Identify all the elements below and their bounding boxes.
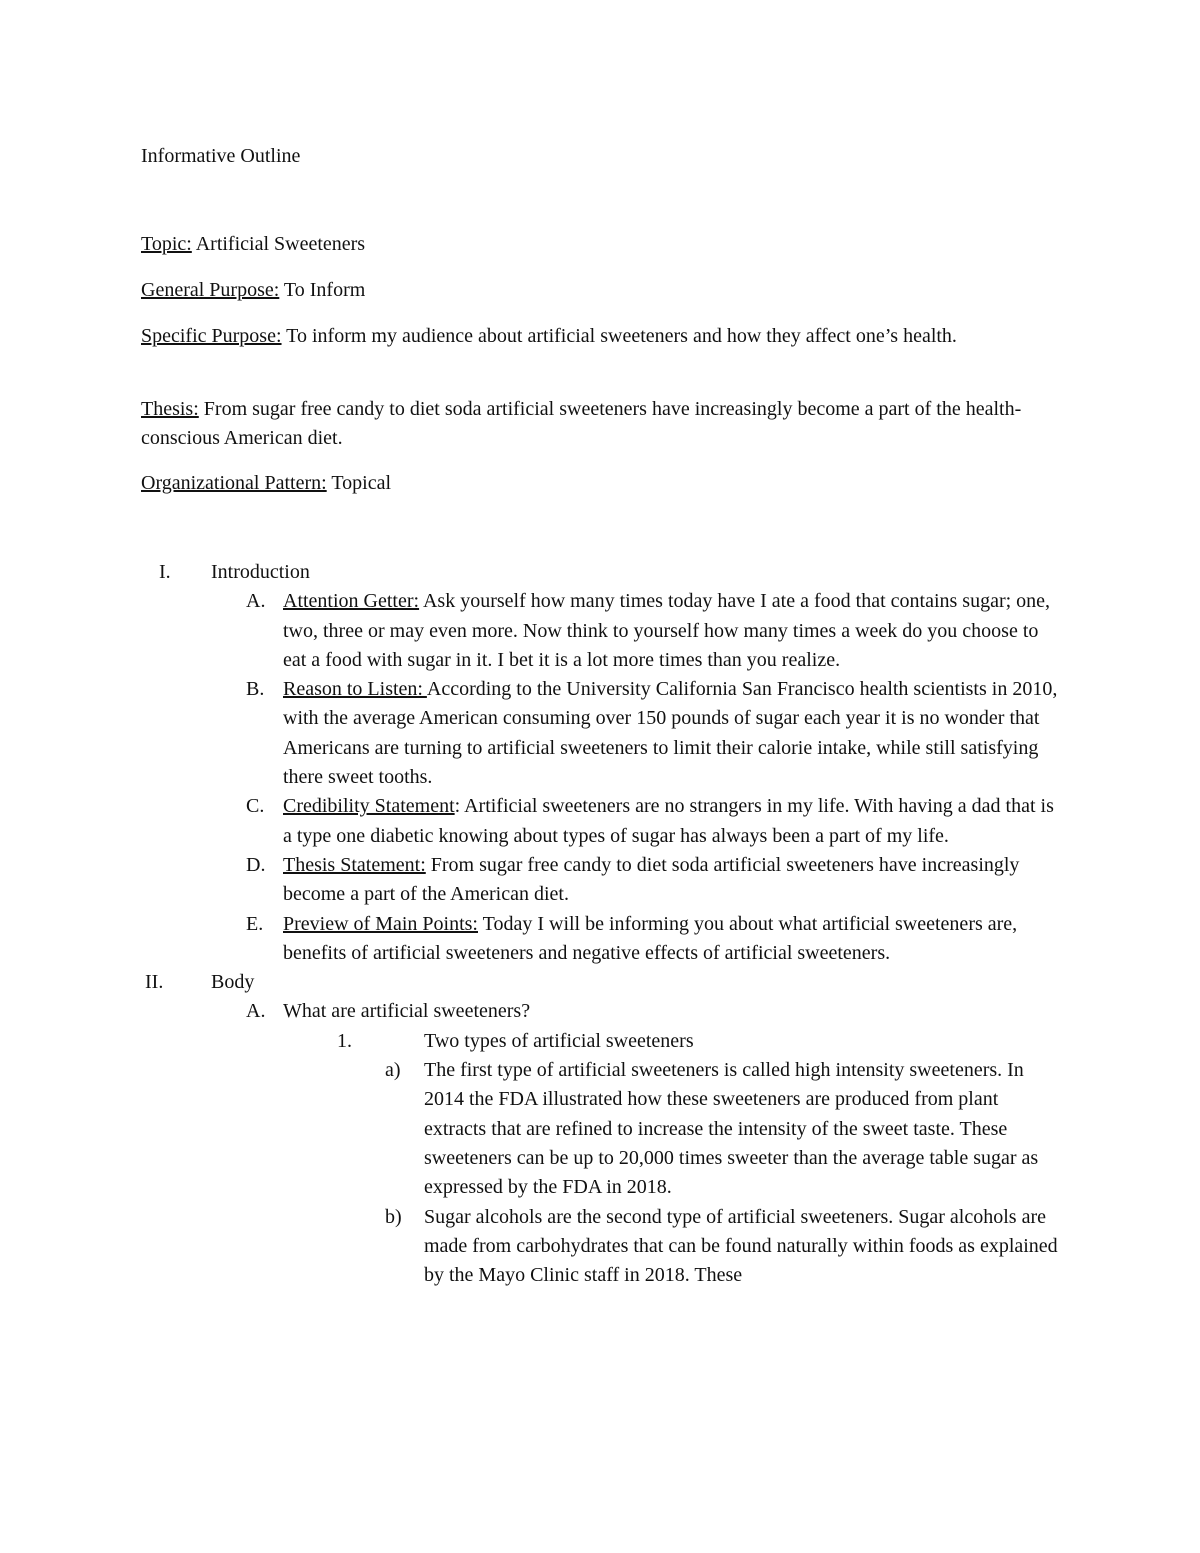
specific-purpose-value: To inform my audience about artificial sweeteners and how they affect one’s health. [281,325,957,347]
outline-letter: E. [246,912,264,935]
outline-item-text: Ask yourself how many times today have I ate a food that contains sugar; one, two, three or may even more. Now think to yourself how many times a week do you choose to eat a food with sugar in it. I bet it is a lot more times than you realize. [283,590,1051,671]
outline-numeral: I. [159,561,171,583]
document-title: Informative Outline [141,145,301,167]
general-purpose-value: To Inform [279,279,366,301]
outline-item-label: Preview of Main Points: [283,912,478,935]
outline-letter: C. [246,795,265,818]
organizational-pattern-label: Organizational Pattern: [141,472,327,494]
specific-purpose-line [141,322,1061,351]
outline-letter: D. [246,853,266,876]
outline-numeral: II. [145,971,164,994]
organizational-pattern-line [141,469,1061,498]
outline-sub-letter: b) [385,1205,402,1228]
outline-section-introduction [141,558,1061,587]
outline-item-label: Credibility Statement [283,795,455,818]
outline-item [141,792,1061,851]
topic-value: Artificial Sweeteners [191,233,366,255]
outline-letter: B. [246,678,265,701]
outline-subitem-text: Two types of artificial sweeteners [424,1029,694,1052]
outline-heading: Body [211,971,255,994]
outline-item [141,675,1061,792]
outline-item-label: Attention Getter: [283,590,420,613]
outline-item-text: : Artificial sweeteners are no strangers in my life. With having a dad that is a type one diabetic knowing about types of sugar has always been a part of my life. [283,795,1054,847]
general-purpose-line [141,276,1061,305]
outline-item-text: Today I will be informing you about what artificial sweeteners are, benefits of artificial sweeteners and negative effects of artificial sweeteners. [283,912,1018,964]
outline-item [141,851,1061,910]
outline-subsubitem-text: The first type of artificial sweeteners is called high intensity sweeteners. In 2014 the FDA illustrated how these sweeteners are produced from plant extracts that are refined to increase the intensity of the sweet taste. These sweeteners can be up to 20,000 times sweeter than the average table sugar as expressed by the FDA in 2018. [424,1059,1039,1199]
outline-number: 1. [337,1029,352,1052]
outline-sub-letter: a) [385,1059,401,1082]
specific-purpose-label: Specific Purpose: [141,325,282,347]
outline-item [141,997,1061,1026]
general-purpose-label: General Purpose: [141,279,280,301]
outline-subsubitem [141,1056,1061,1202]
outline [141,558,1061,1290]
outline-item-label: Reason to Listen: [283,678,427,701]
thesis-label: Thesis: [141,398,199,420]
outline-item-label: Thesis Statement: [283,853,426,876]
thesis-line [141,395,1061,454]
outline-subsubitem-text: Sugar alcohols are the second type of artificial sweeteners. Sugar alcohols are made from carbohydrates that can be found naturally within foods as explained by the Mayo Clinic staff in 2018. These [424,1205,1058,1287]
outline-item-text: What are artificial sweeteners? [283,1000,531,1023]
outline-item [141,910,1061,969]
outline-heading: Introduction [211,561,310,583]
topic-label: Topic: [141,233,192,255]
outline-letter: A. [246,1000,266,1023]
outline-section-body [141,968,1061,997]
organizational-pattern-value: Topical [326,472,392,494]
outline-item-text: According to the University California San Francisco health scientists in 2010, with the average American consuming over 150 pounds of sugar each year it is no wonder that Americans are turning to artificial sweeteners to limit their calorie intake, while still satisfying there sweet tooths. [283,678,1058,789]
thesis-value: From sugar free candy to diet soda artificial sweeteners have increasingly become a part of the health-conscious American diet. [141,398,1022,450]
topic-line [141,230,1061,259]
outline-subsubitem [141,1203,1061,1291]
outline-subitem [141,1027,1061,1056]
outline-letter: A. [246,590,266,613]
outline-item [141,587,1061,675]
outline-item-text: From sugar free candy to diet soda artificial sweeteners have increasingly become a part of the American diet. [283,853,1020,906]
